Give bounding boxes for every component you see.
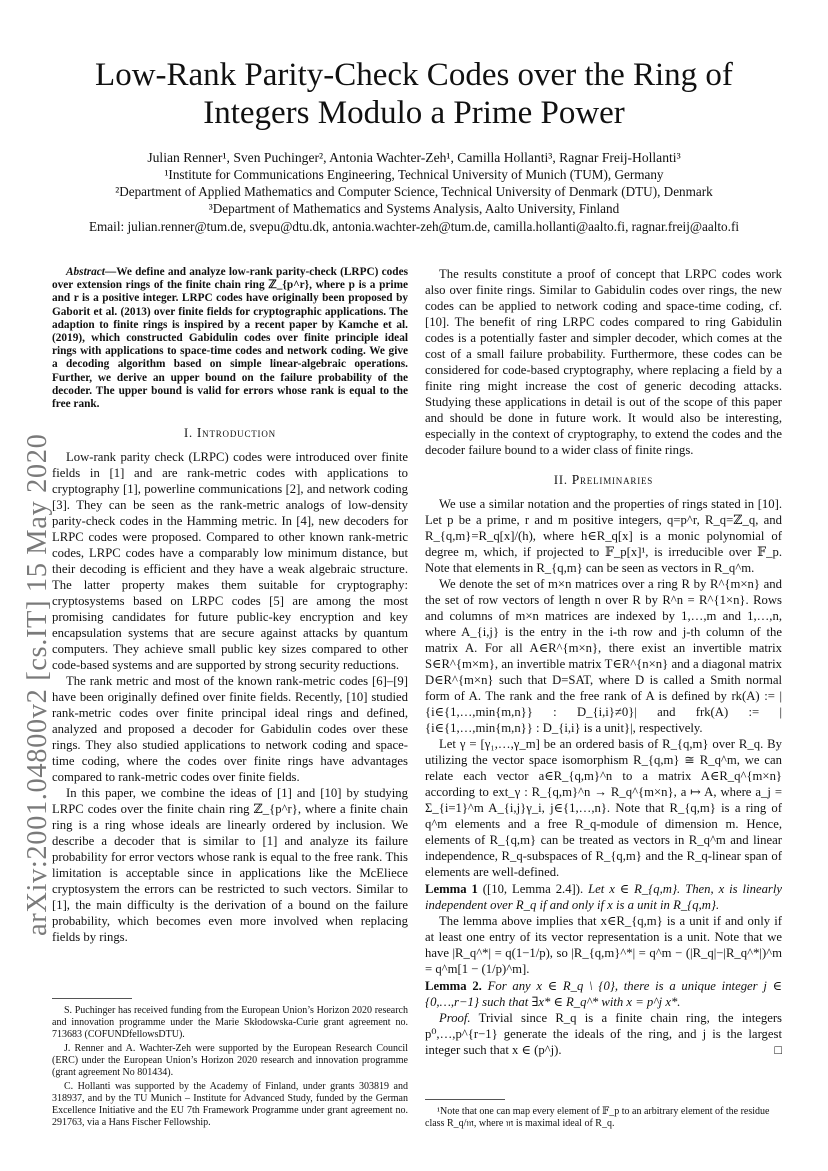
section-number: II. [553,473,568,487]
lemma-2 [425,978,782,1010]
intro-paragraph-3: In this paper, we combine the ideas of [1] and [10] by studying LRPC codes over the finite chain ring ℤ_{p^r}, where a finite chain ring is a ring whose ideals are linearly ordered by inclusion. We describe a decoder that is similar to [1] and analyze its failure probability for error vectors whose rank is equal to the free rank. This limitation is acceptable since in applications like the McEliece cryptosystem the errors can be restricted to such vectors. Similar to [1], the main difficulty is the derivation of a bound on the failure probability, which becomes even more involved when replacing fields by rings. [52,786,408,945]
arxiv-identifier-stamp: arXiv:2001.04800v2 [cs.IT] 15 May 2020 [22,433,53,936]
proof-label: Proof. [439,1011,471,1025]
qed-symbol: □ [774,1043,782,1057]
intro-paragraph-1: Low-rank parity check (LRPC) codes were introduced over finite fields in [1] and are rank-metric codes with applications to cryptography [1], powerline communications [2], and network coding [3]. They can be seen as the rank-metric analogs of low-density parity-check codes in the Hamming metric. In [4], new decoders for LRPC codes were proposed. Compared to other known rank-metric codes, LRPC codes have a comparably low minimum distance, but their decoding is efficient and they have a weak algebraic structure. The latter property makes them suitable for cryptography: cryptosystems based on LRPC codes [5] are among the most promising candidates for future public-key encryption and key encapsulation systems that are secure against attacks by quantum computers. They achieve small public key sizes compared to other code-based systems and are supported by strong security reductions. [52,450,408,673]
right-column [425,266,782,1058]
left-column [52,266,408,945]
abstract-text: —We define and analyze low-rank parity-check (LRPC) codes over extension rings of the finite chain ring ℤ_{p^r}, where p is a prime and r is a positive integer. LRPC codes have originally been proposed by Gaborit et al. (2013) over finite fields for cryptographic applications. The adaption to finite rings is inspired by a recent paper by Kamche et al. (2019), which constructed Gabidulin codes over finite principle ideal rings with applications to space-time codes and network coding. We give a decoding algorithm based on simple linear-algebraic operations. Further, we derive an upper bound on the failure probability of the decoder. The upper bound is valid for errors whose rank is equal to the free rank. [52,266,408,411]
section-heading-preliminaries [425,472,782,488]
funding-note-puchinger: S. Puchinger has received funding from the European Union’s Horizon 2020 research and innovation programme under the Marie Skłodowska-Curie grant agreement no. 713683 (COFUNDfellowsDTU). [52,1005,408,1040]
footnote-rule [425,1099,505,1100]
lemma-1 [425,881,782,913]
proof-text: Trivial since R_q is a finite chain ring, the integers p⁰,…,p^{r−1} generate the ideals of the ring, and j is the largest integer such that x ∈ (p^j). [425,1011,782,1057]
abstract [52,266,408,411]
footnote-text: ¹Note that one can map every element of 𝔽_p to an arbitrary element of the residue class R_q/𝔪, where 𝔪 is maximal ideal of R_q. [425,1106,770,1129]
section-title: Introduction [196,425,276,441]
footnote-rule [52,998,132,999]
author-list: Julian Renner¹, Sven Puchinger², Antonia Wachter-Zeh¹, Camilla Hollanti³, Ragnar Freij-Hollanti³ [147,150,681,165]
abstract-lead: Abstract [66,266,105,278]
lemma-reference: ([10, Lemma 2.4]). [482,882,584,896]
lemma-label: Lemma 2. [425,979,482,993]
lemma-label: Lemma 1 [425,882,478,896]
intro-paragraph-4: The results constitute a proof of concept that LRPC codes work also over finite rings. Similar to Gabidulin codes over rings, the new codes can be applied to network coding and space-time coding, cf. [10]. The benefit of ring LRPC codes compared to ring Gabidulin codes is a potentially faster and simpler decoder, which comes at the cost of a small failure probability. Furthermore, these codes can be considered for code-based cryptography, where replacing a field by a finite ring might increase the cost of generic decoding attacks. Studying these applications in detail is out of the scope of this paper and should be done in future work. It would also be interesting, especially in the context of cryptography, to extend the codes and the decoder failure bound to a wider class of finite rings. [425,267,782,457]
affiliation-1: ¹Institute for Communications Engineering, Technical University of Munich (TUM), Germany [164,167,664,182]
paper-title: Low-Rank Parity-Check Codes over the Ring of Integers Modulo a Prime Power [95,57,733,131]
affiliation-3: ³Department of Mathematics and Systems Analysis, Aalto University, Finland [208,201,620,216]
proof [425,1010,782,1058]
funding-note-renner-wachter-zeh: J. Renner and A. Wachter-Zeh were supported by the European Research Council (ERC) under the European Union’s Horizon 2020 research and innovation programme (grant agreement No 801434). [52,1043,408,1078]
prelim-paragraph-1: We use a similar notation and the properties of rings stated in [10]. Let p be a prime, r and m positive integers, q=p^r, R_q=ℤ_q, and R_{q,m}=R_q[x]/(h), where h∈R_q[x] is a monic polynomial of degree m, which, if projected to 𝔽_p[x]¹, is irreducible over 𝔽_p. Note that elements in R_{q,m} can be seen as vectors in R_q^m. [425,497,782,575]
author-emails: Email: julian.renner@tum.de, svepu@dtu.dk, antonia.wachter-zeh@tum.de, camilla.hollanti@aalto.fi, ragnar.freij@aalto.fi [88,219,740,234]
prelim-paragraph-2: We denote the set of m×n matrices over a ring R by R^{m×n} and the set of row vectors of length n over R by R^n = R^{1×n}. Rows and columns of m×n matrices are indexed by 1,…,m and 1,…,n, where A_{i,j} is the entry in the i-th row and j-th column of the matrix A. For all A∈R^{m×n}, there exist an invertible matrix S∈R^{m×m}, an invertible matrix T∈R^{n×n} and a diagonal matrix D∈R^{m×n} such that D=SAT, where D is called a Smith normal form of A. The rank and the free rank of A is defined by rk(A) := |{i∈{1,…,min{m,n}} : D_{i,i}≠0}| and frk(A) := |{i∈{1,…,min{m,n}} : D_{i,i} is a unit}|, respectively. [425,577,782,735]
section-number: I. [184,426,193,441]
funding-note-hollanti: C. Hollanti was supported by the Academy of Finland, under grants 303819 and 318937, and by the TU Munich – Institute for Advanced Study, funded by the German Excellence Initiative and the EU 7th Framework Programme under grant agreement no. 291763, via a Hans Fischer Fellowship. [52,1081,408,1128]
intro-paragraph-2: The rank metric and most of the known rank-metric codes [6]–[9] have been originally defined over finite fields. Recently, [10] studied rank-metric codes over finite principal ideal rings and defined, analyzed and proposed a decoder for Gabidulin codes over these rings. They also studied applications to network coding and space-time coding, where the codes over finite rings have advantages compared to rank-metric codes over finite fields. [52,674,408,785]
footnote-1 [425,1099,782,1130]
section-heading-introduction [52,425,408,441]
section-title: Preliminaries [571,472,654,487]
prelim-paragraph-3: Let γ = [γ₁,…,γ_m] be an ordered basis of R_{q,m} over R_q. By utilizing the vector space isomorphism R_{q,m} ≅ R_q^m, we can relate each vector a∈R_{q,m}^n to a matrix A∈R_q^{m×n} according to ext_γ : R_{q,m}^n → R_q^{m×n}, a ↦ A, where a_j = Σ_{i=1}^m A_{i,j}γ_i, j∈{1,…,n}. Note that R_{q,m} is a ring of q^m elements and a free R_q-module of dimension m. Hence, elements of R_{q,m} can be treated as vectors in R_q^m and linear independence, R_q-subspaces of R_{q,m} and the R_q-linear span of elements are well-defined. [425,737,782,879]
lemma-1-discussion: The lemma above implies that x∈R_{q,m} is a unit if and only if at least one entry of its vector representation is a unit. Note that we have |R_q^*| = q(1−1/p), so |R_{q,m}^*| = q^m − (|R_q|−|R_q^*|)^m = q^m[1 − (1/p)^m]. [425,914,782,976]
funding-footnotes [52,998,408,1131]
affiliation-2: ²Department of Applied Mathematics and Computer Science, Technical University of Denmark (DTU), Denmark [115,184,713,199]
lemma-statement: For any x ∈ R_q \ {0}, there is a unique integer j ∈ {0,…,r−1} such that ∃x* ∈ R_q^* with x = p^j x*. [425,979,783,1009]
lemma-statement: Let x ∈ R_{q,m}. Then, x is linearly independent over R_q if and only if x is a unit in R_{q,m}. [425,882,783,912]
